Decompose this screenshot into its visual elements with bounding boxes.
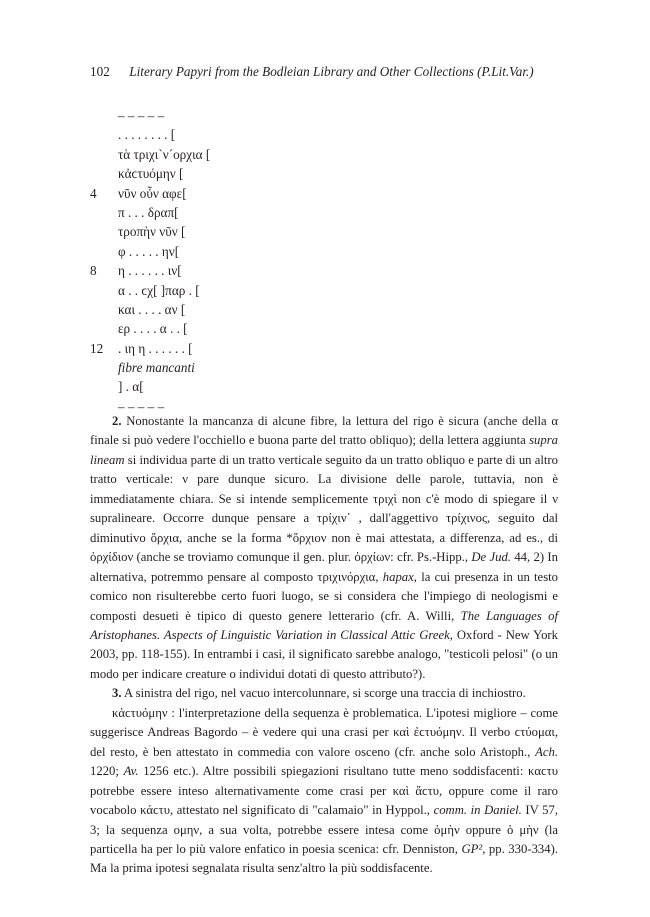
papyrus-line bbox=[90, 319, 390, 338]
papyrus-line bbox=[90, 242, 390, 261]
note-italic: comm. in Daniel. bbox=[433, 803, 522, 818]
note-text: 1256 etc.). Altre possibili spiegazioni risultano tutte meno soddisfacenti: καϲτυ potrebbe essere inteso alternativamente come crasi per καὶ ἄϲτυ, oppure come il raro vocabolo κάϲτυ, attestato nel significato di "calamaio" in Hyppol., bbox=[90, 764, 558, 818]
papyrus-line bbox=[90, 377, 390, 396]
note-italic: Av. bbox=[123, 764, 139, 779]
line-text: fibre mancanti bbox=[118, 360, 195, 376]
note-text: , pp. 330-334). Ma la prima ipotesi segnalata risulta senz'altro la più soddisfacente. bbox=[90, 841, 558, 876]
commentary-note-3 bbox=[90, 684, 558, 703]
papyrus-line bbox=[90, 281, 390, 300]
papyrus-line bbox=[90, 222, 390, 241]
running-title: Literary Papyri from the Bodleian Library and Other Collections (P.Lit.Var.) bbox=[129, 64, 534, 79]
line-text: – – – – – bbox=[118, 398, 165, 414]
line-text: . ιη η . . . . . . [ bbox=[118, 340, 193, 356]
note-text: si individua parte di un tratto verticale seguito da un tratto obliquo e parte di un altro tratto verticale: ν pare dunque sicuro. La divisione delle parole, tuttavia, non è immediatamente chiara. Se si intende semplicemente τριχὶ non c'è modo di spiegare il ν supralineare. Occorre dunque pensare a τρίχιν᾽ , dall'aggettivo τρίχινος, seguito dal diminutivo ὄρχια, anche se la forma *ὄρχιον non è mai attestata, a differenza, ad es., di ὀρχίδιον (anche se troviamo comunque il gen. plur. ὀρχίων: cfr. Ps.-Hipp., bbox=[90, 452, 558, 565]
line-text: τροπὴν νῦν [ bbox=[118, 224, 186, 240]
note-italic: GP² bbox=[461, 841, 483, 856]
line-text: π . . . δραπ[ bbox=[118, 204, 179, 220]
papyrus-line bbox=[90, 125, 390, 144]
line-text: φ . . . . . ην[ bbox=[118, 243, 180, 259]
note-text: 44, 2) In alternativa, potremmo pensare al composto τριχινόρχια, bbox=[90, 550, 558, 584]
papyrus-line bbox=[90, 164, 390, 183]
line-number: 12 bbox=[90, 340, 104, 356]
line-text: και . . . . αν [ bbox=[118, 301, 186, 317]
line-text: η . . . . . . ιν[ bbox=[118, 263, 182, 279]
commentary-note-4 bbox=[90, 704, 558, 879]
line-text: τὰ τριχι`ν´ορχια [ bbox=[118, 146, 211, 162]
running-header bbox=[90, 64, 534, 80]
papyrus-line bbox=[90, 106, 390, 125]
papyrus-line bbox=[90, 203, 390, 222]
note-italic: hapax bbox=[382, 569, 414, 584]
papyrus-line bbox=[90, 145, 390, 164]
line-text: νῦν οὖν αφε[ bbox=[118, 185, 187, 201]
papyrus-transcription bbox=[90, 106, 390, 416]
papyrus-line bbox=[90, 339, 390, 358]
note-text: , la cui presenza in un testo comico non risulterebbe certo fuori luogo, se si considera che l'impiego di neologismi e composti desueti è tipico di questo genere letterario (cfr. A. Willi, bbox=[90, 569, 558, 623]
line-text: – – – – – bbox=[118, 108, 165, 123]
note-label: 2. bbox=[112, 414, 122, 428]
line-text: κἀϲτυόμην [ bbox=[118, 166, 184, 182]
note-text: Nonostante la mancanza di alcune fibre, la lettura del rigo è sicura (anche della α finale si può vedere l'occhiello e buona parte del tratto obliquo); della lettera aggiunta bbox=[90, 414, 559, 448]
note-text: 1220; bbox=[90, 764, 124, 779]
papyrus-line bbox=[90, 358, 390, 377]
line-text: . . . . . . . . [ bbox=[118, 127, 176, 143]
line-text: ] . α[ bbox=[118, 379, 144, 395]
note-text: , Oxford - New York 2003, pp. 118-155). In entrambi i casi, il significato sarebbe analogo, "testicoli pelosi" (o un modo per indicare creature o individui dotati di questo attributo?). bbox=[90, 627, 558, 681]
note-label: 3. bbox=[112, 686, 122, 701]
note-italic: Ach. bbox=[535, 744, 558, 759]
note-italic: supra lineam bbox=[90, 433, 558, 467]
page-number: 102 bbox=[90, 64, 110, 79]
line-text: ερ . . . . α . . [ bbox=[118, 321, 188, 337]
note-text: κἀϲτυόμην : l'interpretazione della sequenza è problematica. L'ipotesi migliore – come suggerisce Andreas Bagordo – è vedere qui una crasi per καὶ ἐϲτυόμην. Il verbo ϲτύομαι, del resto, è ben attestato in commedia con valore osceno (cfr. anche solo Aristoph., bbox=[90, 705, 558, 759]
line-number: 4 bbox=[90, 185, 97, 201]
note-text: A sinistra del rigo, nel vacuo intercolunnare, si scorge una traccia di inchiostro. bbox=[124, 686, 526, 701]
note-italic: De Jud. bbox=[471, 550, 511, 565]
papyrus-line bbox=[90, 184, 390, 203]
papyrus-line bbox=[90, 300, 390, 319]
note-text: IV 57, 3; la sequenza ομην, a sua volta, potrebbe essere intesa come ὁμὴν oppure ὁ μὴν (la particella ha per lo più valore enfatico in poesia scenica: cfr. Denniston, bbox=[90, 803, 558, 856]
papyrus-line bbox=[90, 261, 390, 280]
note-italic: The Languages of Aristophanes. Aspects of Linguistic Variation in Classical Attic Greek bbox=[90, 608, 558, 642]
line-text: α . . ϲχ[ ]παρ . [ bbox=[118, 282, 200, 298]
commentary-note-2 bbox=[90, 412, 558, 684]
commentary bbox=[90, 412, 558, 879]
line-number: 8 bbox=[90, 263, 97, 279]
